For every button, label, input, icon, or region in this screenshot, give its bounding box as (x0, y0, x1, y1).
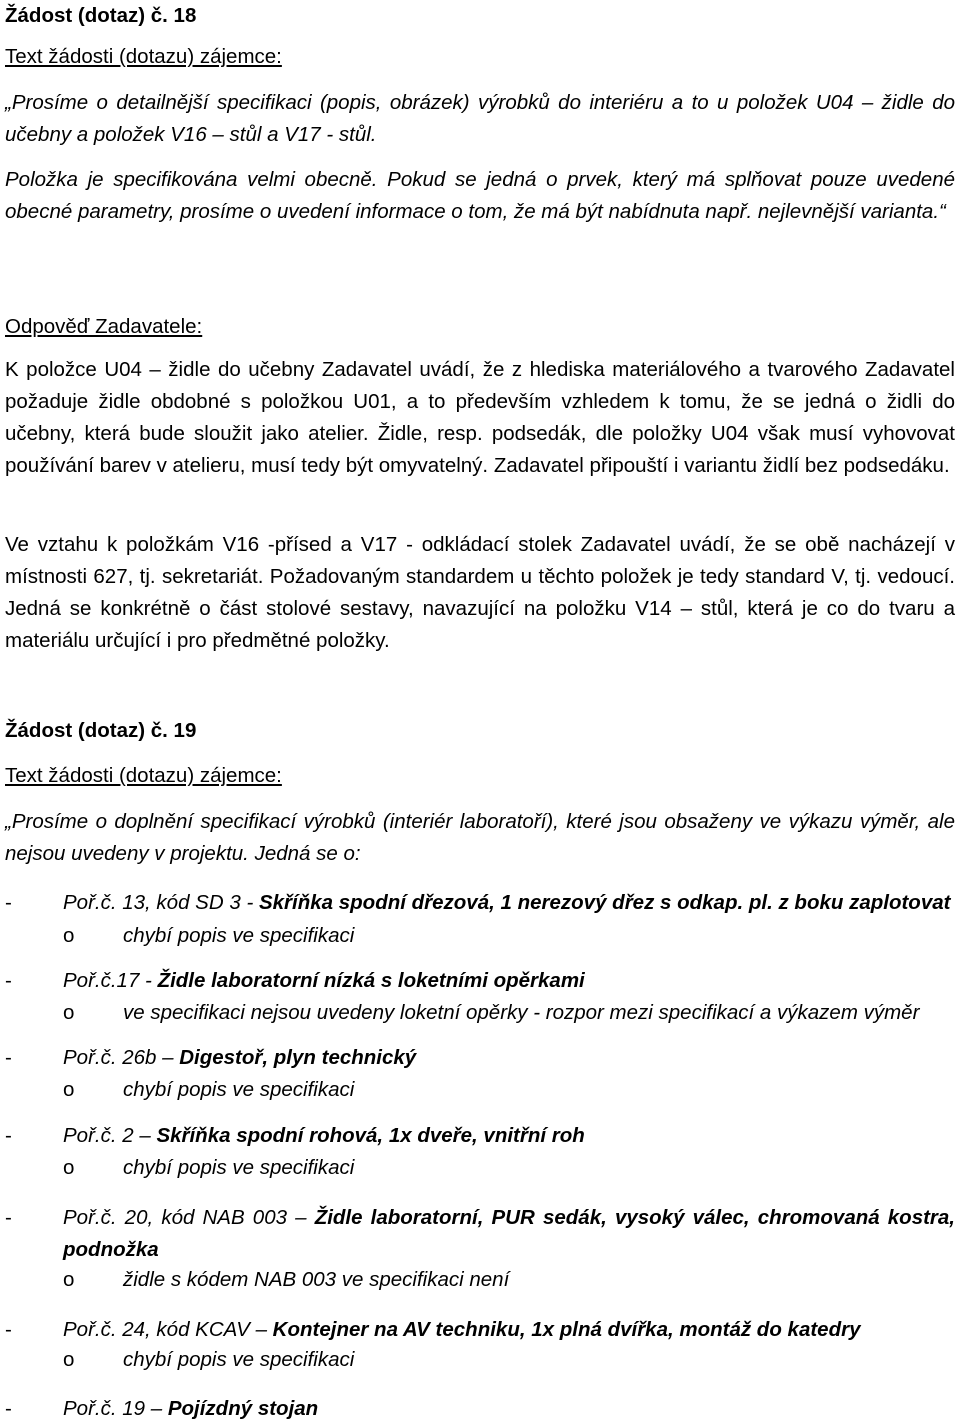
list-item-prefix: Poř.č. 20, kód NAB 003 – (63, 1206, 315, 1229)
list-item-text (63, 965, 955, 997)
list-item-prefix: Poř.č.17 - (63, 969, 158, 992)
request-18-answer-2-block (5, 529, 955, 657)
dash-bullet: - (5, 1046, 12, 1069)
dash-bullet: - (5, 1318, 12, 1341)
circle-bullet: o (63, 1001, 75, 1024)
list-item-prefix: Poř.č. 13, kód SD 3 - (63, 891, 259, 914)
list-item-text (63, 1314, 955, 1346)
request-19-heading: Žádost (dotaz) č. 19 (5, 719, 197, 742)
list-item-title: Skříňka spodní rohová, 1x dveře, vnitřní roh (156, 1124, 585, 1147)
list-item-title: Pojízdný stojan (167, 1397, 319, 1420)
circle-bullet: o (63, 1078, 75, 1101)
dash-bullet: - (5, 1397, 12, 1420)
list-subitem-text: ve specifikaci nejsou uvedeny loketní opěrky - rozpor mezi specifikací a výkazem výměr (123, 1001, 920, 1024)
list-item-prefix: Poř.č. 24, kód KCAV – (63, 1318, 273, 1341)
list-item-prefix: Poř.č. 26b – (63, 1046, 180, 1069)
list-item-text (63, 1202, 955, 1266)
list-subitem-text: židle s kódem NAB 003 ve specifikaci není (123, 1268, 510, 1291)
request-19-intro (5, 806, 955, 870)
request-18-question-2-block (5, 164, 955, 228)
list-item-prefix: Poř.č. 2 – (63, 1124, 157, 1147)
request-18-answer (5, 354, 955, 482)
list-item-title: Židle laboratorní, PUR sedák, vysoký válec, chromovaná kostra, podnožka (63, 1206, 956, 1261)
list-item-title: Skříňka spodní dřezová, 1 nerezový dřez s odkap. pl. z boku zaplotovat (258, 891, 951, 914)
list-item-title: Kontejner na AV techniku, 1x plná dvířka, montáž do katedry (272, 1318, 861, 1341)
request-19-intro-paragraph: „Prosíme o doplnění specifikací výrobků (interiér laboratoří), které jsou obsaženy ve výkazu výměr, ale nejsou uvedeny v projektu. Jedná se o: (5, 810, 955, 865)
request-18-question-paragraph-1: „Prosíme o detailnější specifikaci (popis, obrázek) výrobků do interiéru a to u položek U04 – židle do učebny a položek V16 – stůl a V17 - stůl. (5, 91, 955, 146)
request-18-answer-label: Odpověď Zadavatele: (5, 315, 203, 338)
request-18-question (5, 87, 955, 151)
dash-bullet: - (5, 1206, 12, 1229)
list-item-text (63, 1042, 955, 1074)
request-19-question-label: Text žádosti (dotazu) zájemce: (5, 764, 282, 787)
circle-bullet: o (63, 924, 75, 947)
list-item-text (63, 1120, 955, 1152)
circle-bullet: o (63, 1268, 75, 1291)
list-item-title: Židle laboratorní nízká s loketními opěrkami (157, 969, 585, 992)
request-18-answer-paragraph-2: Ve vztahu k položkám V16 -přísed a V17 - odkládací stolek Zadavatel uvádí, že se obě nacházejí v místnosti 627, tj. sekretariát. Požadovaným standardem u těchto položek je tedy standard V, tj. vedoucí. Jedná se konkrétně o část stolové sestavy, navazující na položku V14 – stůl, která je co do tvaru a materiálu určující i pro předmětné položky. (5, 533, 955, 652)
list-item-title: Digestoř, plyn technický (179, 1046, 417, 1069)
dash-bullet: - (5, 1124, 12, 1147)
request-18-question-label: Text žádosti (dotazu) zájemce: (5, 45, 282, 68)
list-subitem-text: chybí popis ve specifikaci (123, 924, 355, 947)
list-subitem-text: chybí popis ve specifikaci (123, 1348, 355, 1371)
list-subitem-text: chybí popis ve specifikaci (123, 1156, 355, 1179)
request-18-heading: Žádost (dotaz) č. 18 (5, 4, 197, 27)
circle-bullet: o (63, 1156, 75, 1179)
list-item-text (63, 887, 955, 919)
list-subitem-text: chybí popis ve specifikaci (123, 1078, 355, 1101)
circle-bullet: o (63, 1348, 75, 1371)
request-18-question-paragraph-2: Položka je specifikována velmi obecně. Pokud se jedná o prvek, který má splňovat pouze uvedené obecné parametry, prosíme o uvedení informace o tom, že má být nabídnuta např. nejlevnější varianta.“ (5, 168, 955, 223)
dash-bullet: - (5, 891, 12, 914)
dash-bullet: - (5, 969, 12, 992)
list-item-prefix: Poř.č. 19 – (63, 1397, 168, 1420)
request-18-answer-paragraph-1: K položce U04 – židle do učebny Zadavatel uvádí, že z hlediska materiálového a tvarového Zadavatel požaduje židle obdobné s položkou U01, a to především vzhledem k tomu, že se jedná o židli do učebny, která bude sloužit jako atelier. Židle, resp. podsedák, dle položky U04 však musí vyhovovat používání barev v atelieru, musí tedy být omyvatelný. Zadavatel připouští i variantu židlí bez podsedáku. (5, 358, 955, 477)
list-item-text (63, 1393, 955, 1425)
